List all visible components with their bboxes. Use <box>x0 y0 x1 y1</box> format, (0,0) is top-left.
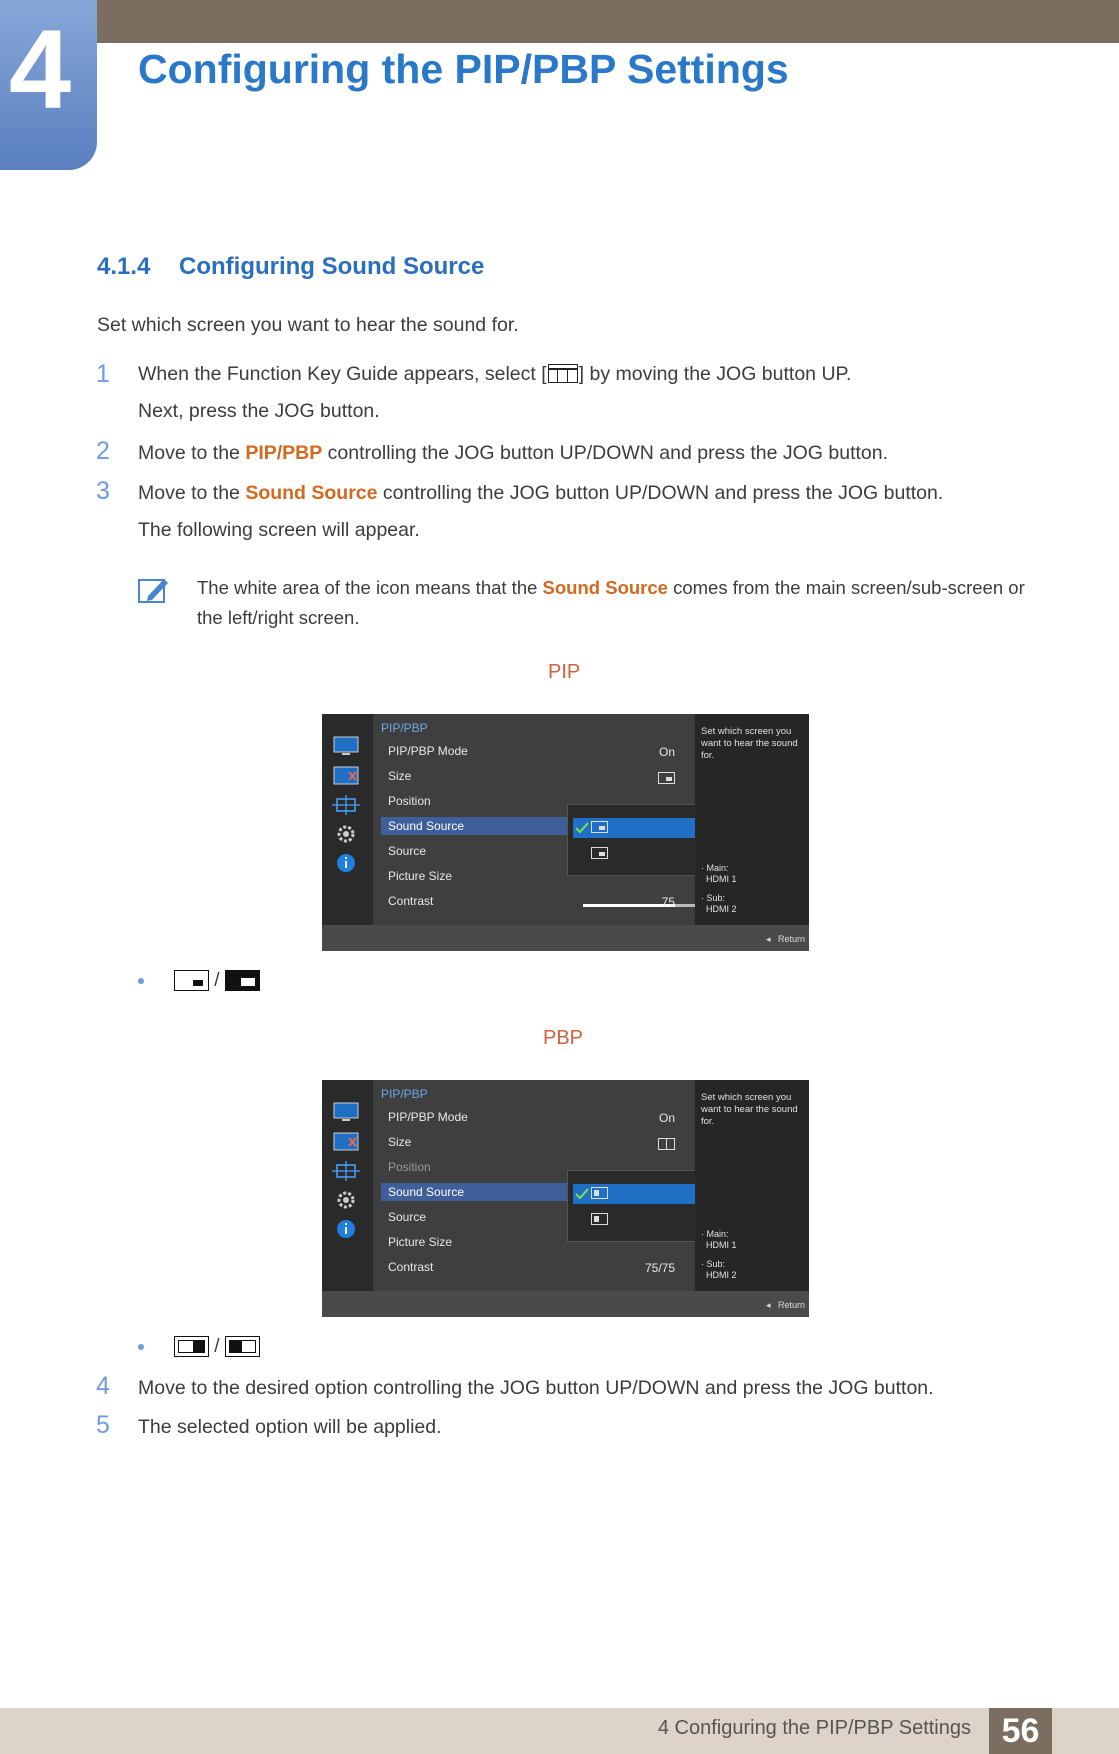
pip-label: PIP <box>548 661 581 683</box>
step-1-post: ] by moving the JOG button UP. <box>578 363 852 385</box>
osd-pip-screenshot <box>322 714 809 951</box>
osd-row-contrast[interactable]: Contrast <box>388 1260 434 1274</box>
slash: / <box>214 970 220 991</box>
main-value: HDMI 1 <box>706 873 737 884</box>
osd-panel-title: PIP/PBP <box>381 1087 428 1101</box>
page-number: 56 <box>989 1708 1052 1754</box>
section-title: Configuring Sound Source <box>179 253 485 280</box>
chapter-number: 4 <box>8 7 72 132</box>
adjust-screen-icon <box>332 795 360 815</box>
pbp-icons-bullet <box>138 1336 260 1358</box>
menu-icon <box>548 364 578 383</box>
gear-icon <box>332 824 360 844</box>
step-2-text <box>138 442 888 465</box>
osd-row-pip-pbp-mode[interactable]: PIP/PBP Mode <box>388 744 468 758</box>
pip-sub-sound-icon <box>225 970 260 991</box>
slash: / <box>214 1336 220 1357</box>
intro-text: Set which screen you want to hear the sound for. <box>97 314 519 336</box>
osd-row-source[interactable]: Source <box>388 1210 427 1224</box>
picture-icon <box>332 736 360 756</box>
osd-icon-column <box>322 1080 373 1291</box>
step-1-pre: When the Function Key Guide appears, select [ <box>138 363 547 385</box>
bullet-dot <box>138 1344 144 1350</box>
step-3-highlight: Sound Source <box>245 482 378 504</box>
osd-menu-panel <box>373 1080 693 1291</box>
step-3-number: 3 <box>96 477 110 505</box>
osd-row-picture-size[interactable]: Picture Size <box>388 869 453 883</box>
checkmark-icon <box>575 821 589 835</box>
return-button[interactable]: ◂ Return <box>765 1300 805 1310</box>
sub-value: HDMI 2 <box>706 903 737 914</box>
return-button[interactable]: ◂ Return <box>765 934 805 944</box>
step-2-pre: Move to the <box>138 442 246 464</box>
pip-size-icon <box>658 772 675 784</box>
step-3-text <box>138 482 943 505</box>
osd-row-pip-pbp-mode[interactable]: PIP/PBP Mode <box>388 1110 468 1124</box>
osd-row-position[interactable]: Position <box>388 794 431 808</box>
sub-label: Sub: <box>706 1259 726 1269</box>
pbp-left-sound-icon <box>174 1336 209 1357</box>
osd-pbp-screenshot <box>322 1080 809 1317</box>
osd-icon-column <box>322 714 373 925</box>
osd-row-picture-size[interactable]: Picture Size <box>388 1235 453 1249</box>
note-post: comes from the main screen/sub-screen or the left/right screen. <box>197 577 1025 628</box>
pbp-label: PBP <box>543 1027 584 1049</box>
step-1-text <box>138 363 851 386</box>
checkmark-icon <box>575 1187 589 1201</box>
step-5-text: The selected option will be applied. <box>138 1416 442 1438</box>
sub-value: HDMI 2 <box>706 1269 737 1280</box>
osd-row-size[interactable]: Size <box>388 1135 412 1149</box>
adjust-screen-icon <box>332 1161 360 1181</box>
step-2-number: 2 <box>96 437 110 465</box>
note-pre: The white area of the icon means that the <box>197 577 543 598</box>
pip-pbp-icon <box>332 1132 360 1152</box>
info-icon <box>332 1219 360 1239</box>
note-icon <box>138 576 170 604</box>
sound-option-right[interactable] <box>591 1213 608 1225</box>
osd-mode-value: On <box>658 745 675 759</box>
picture-icon <box>332 1102 360 1122</box>
top-bar <box>0 0 1119 43</box>
gear-icon <box>332 1190 360 1210</box>
step-1-extra: Next, press the JOG button. <box>138 400 380 422</box>
osd-bottom-bar <box>322 1291 809 1317</box>
osd-sub-source: · Sub: HDMI 2 <box>701 1259 737 1280</box>
osd-main-source: · Main: HDMI 1 <box>701 863 737 884</box>
main-label: Main: <box>706 1229 729 1239</box>
osd-panel-title: PIP/PBP <box>381 721 428 735</box>
osd-sub-source: · Sub: HDMI 2 <box>701 893 737 914</box>
main-label: Main: <box>706 863 729 873</box>
step-4-text: Move to the desired option controlling the JOG button UP/DOWN and press the JOG button. <box>138 1377 934 1399</box>
osd-row-sound-source[interactable]: Sound Source <box>381 1183 656 1201</box>
osd-help-panel <box>695 1080 809 1291</box>
sound-option-sub[interactable] <box>591 847 608 859</box>
osd-contrast-value: 75 <box>661 895 675 909</box>
osd-bottom-bar <box>322 925 809 951</box>
section-heading <box>97 253 484 281</box>
pip-icons-bullet <box>138 970 260 992</box>
note-text <box>197 573 1037 633</box>
osd-row-position: Position <box>388 1160 431 1174</box>
osd-help-panel <box>695 714 809 925</box>
section-number: 4.1.4 <box>97 253 151 280</box>
note-highlight: Sound Source <box>542 577 668 598</box>
step-4-number: 4 <box>96 1372 110 1400</box>
step-2-post: controlling the JOG button UP/DOWN and press the JOG button. <box>322 442 889 464</box>
info-icon <box>332 853 360 873</box>
pip-main-icon <box>591 821 608 833</box>
osd-help-text: Set which screen you want to hear the sound for. <box>701 1092 798 1127</box>
step-3-pre: Move to the <box>138 482 246 504</box>
osd-row-sound-source[interactable]: Sound Source <box>381 817 656 835</box>
step-5-number: 5 <box>96 1411 110 1439</box>
chapter-title: Configuring the PIP/PBP Settings <box>138 46 789 92</box>
step-3-extra: The following screen will appear. <box>138 519 420 541</box>
osd-mode-value: On <box>658 1111 675 1125</box>
main-value: HDMI 1 <box>706 1239 737 1250</box>
step-2-highlight: PIP/PBP <box>245 442 323 464</box>
pbp-right-sound-icon <box>225 1336 260 1357</box>
return-label: Return <box>777 934 805 944</box>
pip-pbp-icon <box>332 766 360 786</box>
step-3-post: controlling the JOG button UP/DOWN and press the JOG button. <box>377 482 944 504</box>
pbp-size-icon <box>658 1138 675 1150</box>
osd-help-text: Set which screen you want to hear the sound for. <box>701 726 798 761</box>
osd-row-size[interactable]: Size <box>388 769 412 783</box>
sub-label: Sub: <box>706 893 726 903</box>
bullet-dot <box>138 978 144 984</box>
pip-main-sound-icon <box>174 970 209 991</box>
osd-row-source[interactable]: Source <box>388 844 427 858</box>
pbp-left-icon <box>591 1187 608 1199</box>
osd-row-contrast[interactable]: Contrast <box>388 894 434 908</box>
step-1-number: 1 <box>96 360 110 388</box>
osd-contrast-value: 75/75 <box>644 1261 675 1275</box>
contrast-slider[interactable] <box>583 904 705 907</box>
osd-main-source: · Main: HDMI 1 <box>701 1229 737 1250</box>
osd-menu-panel <box>373 714 693 925</box>
footer-text: 4 Configuring the PIP/PBP Settings <box>657 1717 971 1739</box>
return-label: Return <box>777 1300 805 1310</box>
